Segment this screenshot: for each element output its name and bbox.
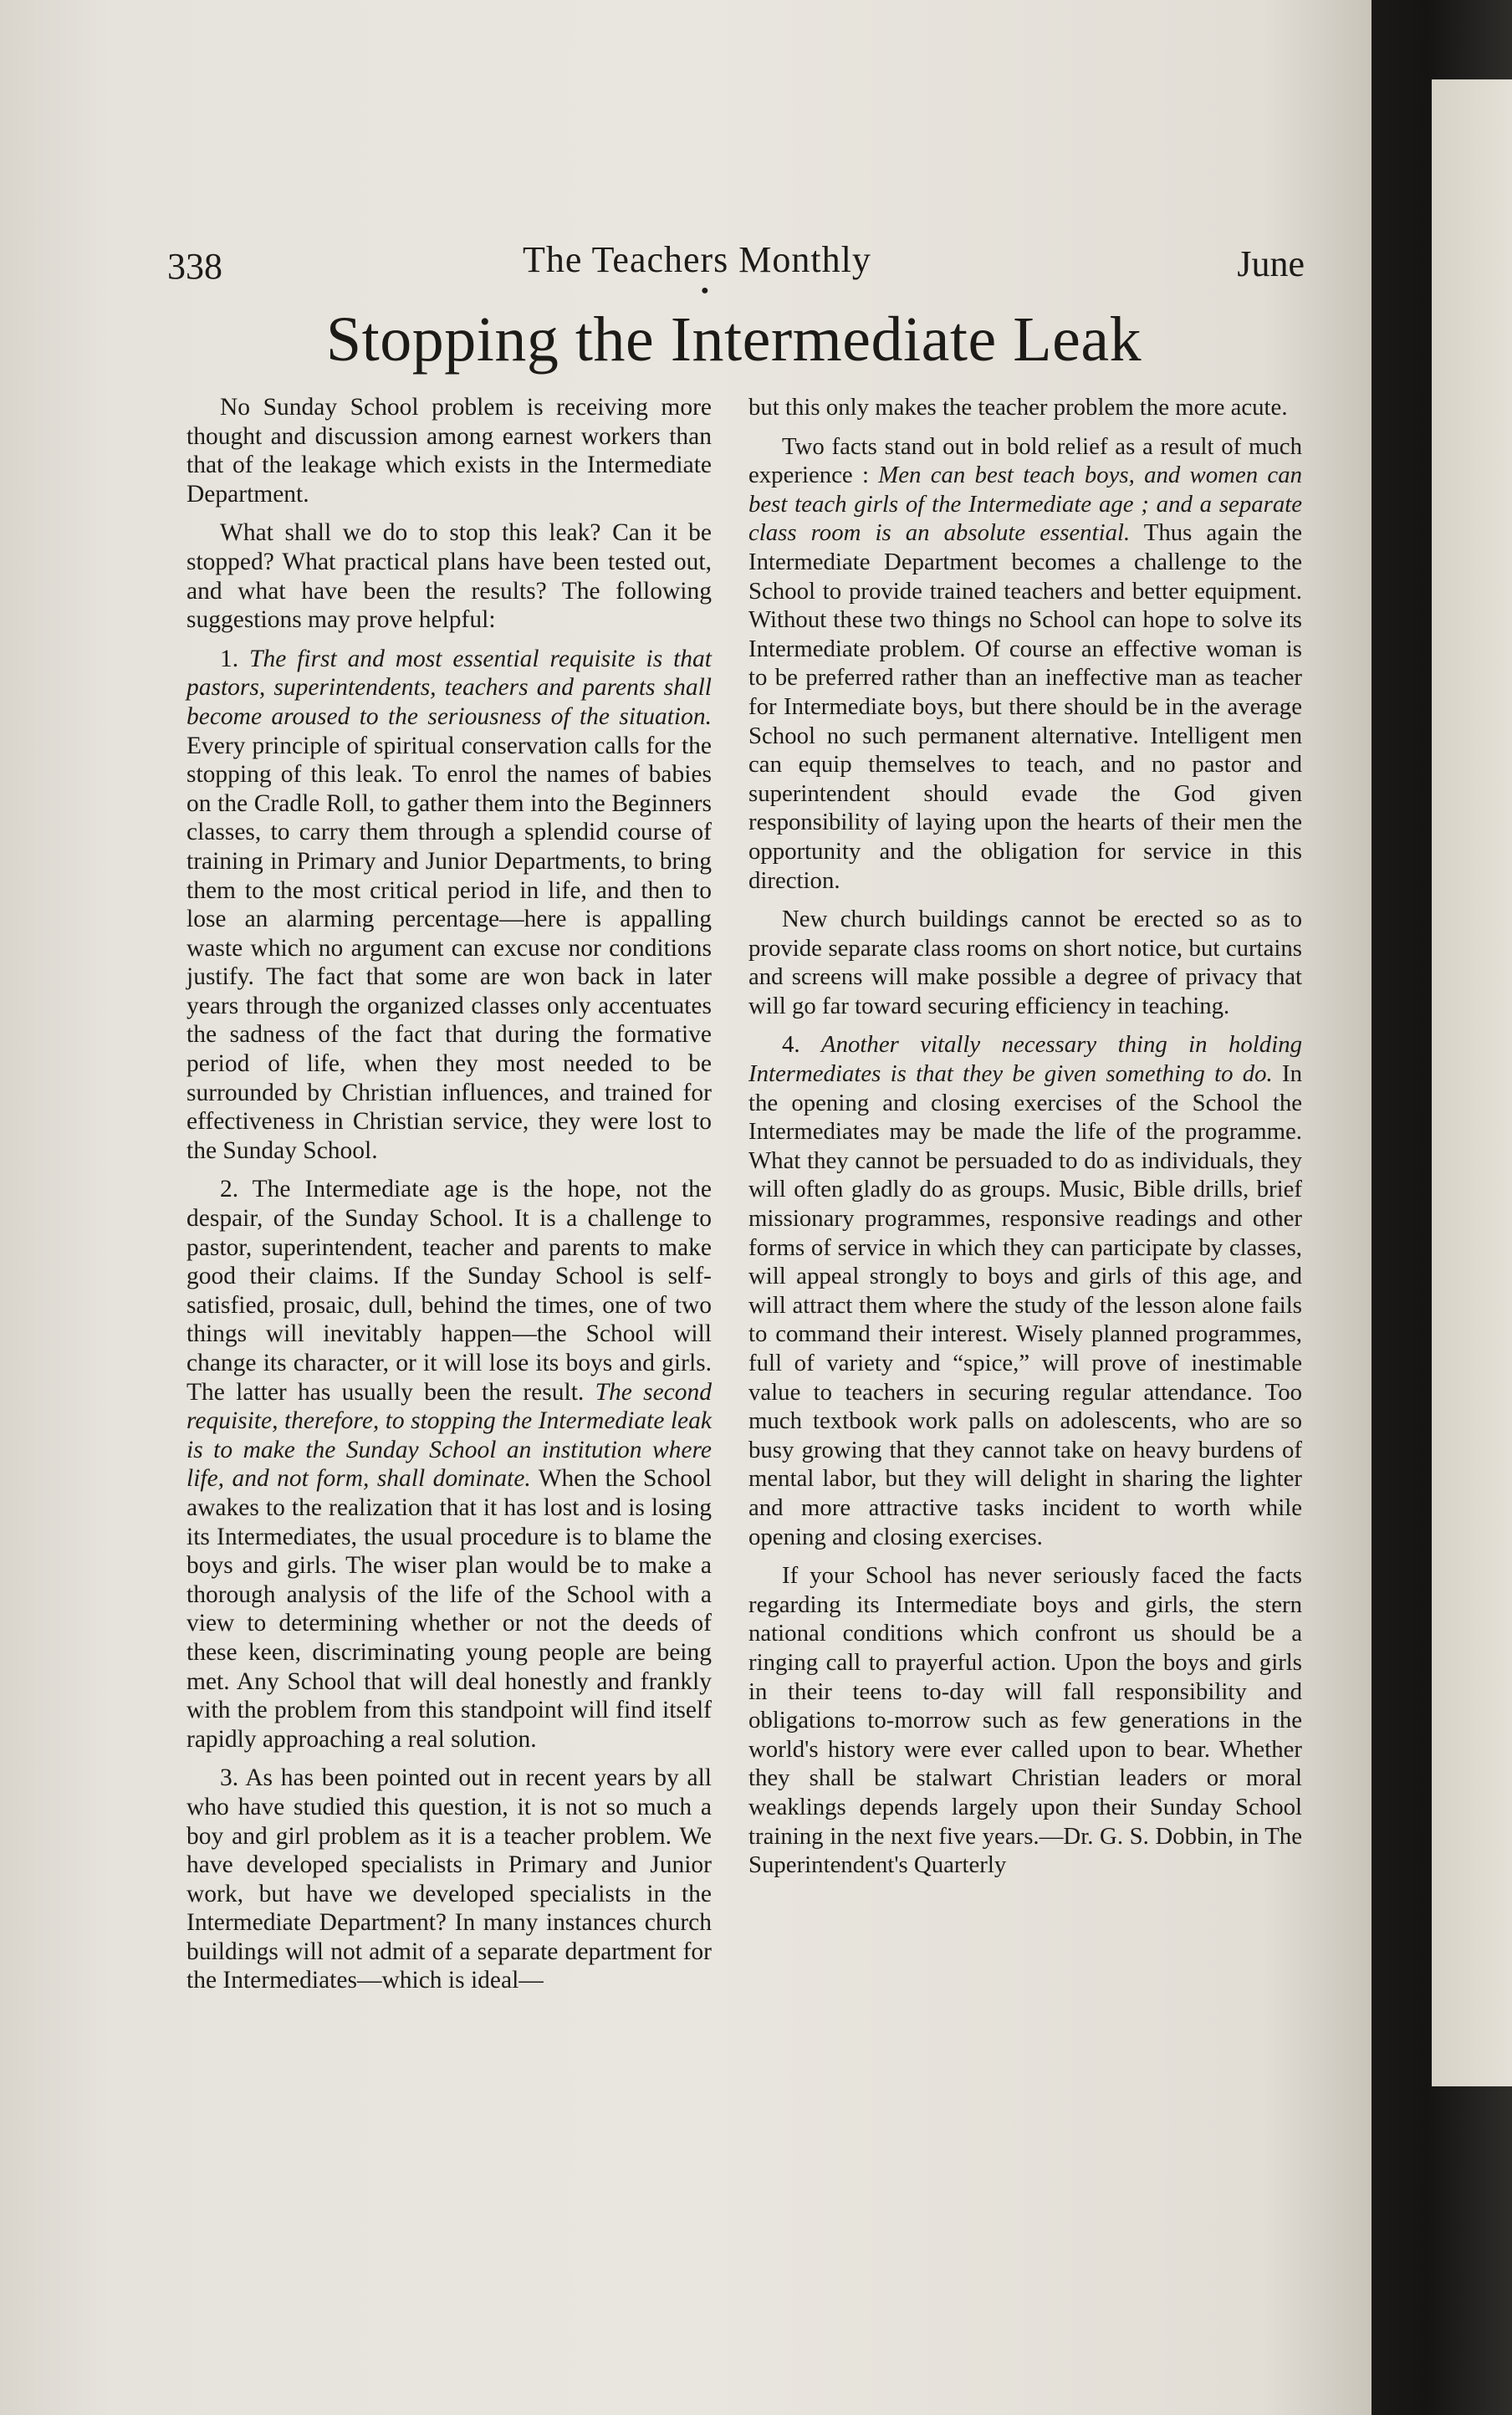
paragraph: [186, 1175, 712, 1754]
ornament-dot: ●: [701, 283, 709, 298]
paragraph-text: 2. The Intermediate age is the hope, not the despair, of the Sunday School. It is a challenge to pastor, superintendent, teacher and parents to make good their claims. If the Sunday School is self-satisfied, prosaic, dull, behind the times, one of two things will inevitably happen—the School will change its character, or it will lose its boys and girls. The latter has usually been the result.: [186, 1176, 712, 1406]
italic-emphasis: The second requisite, therefore, to stopping the Intermediate leak is to make the Sunday School an institution where life, and not form, shall dominate.: [186, 1378, 713, 1493]
paragraph: No Sunday School problem is receiving more thought and discussion among earnest workers than that of the leakage which exists in the Intermediate Department.: [186, 394, 712, 508]
paragraph-text: Every principle of spiritual conservation calls for the stopping of this leak. To enrol the names of babies on the Cradle Roll, to gather them into the Beginners classes, to carry them through a splendid course of training in Primary and Junior Departments, to bring them to the most critical period in life, and then to lose an alarming percentage—here is appalling waste which no argument can excuse nor conditions justify. The fact that some are won back in later years through the organized classes only accentuates the sadness of the fact that during the formative period of life, when they most needed to be surrounded by Christian influences, and trained for effectiveness in Christian service, they were lost to the Sunday School.: [186, 732, 712, 1164]
italic-emphasis: Men can best teach boys, and women can best teach girls of the Intermediate age ; and a separate class room is an absolute essential.: [748, 462, 1302, 547]
left-column: [186, 393, 712, 2005]
issue-month: June: [1237, 243, 1305, 284]
paragraph-continued: but this only makes the teacher problem the more acute.: [748, 394, 1288, 421]
right-column: [748, 393, 1302, 1890]
italic-emphasis: Another vitally necessary thing in holding Intermediates is that they be given something to do.: [748, 1031, 1302, 1088]
italic-emphasis: The first and most essential requisite is that pastors, superintendents, teachers and parents shall become aroused to the seriousness of the situation.: [186, 645, 713, 730]
journal-title: The Teachers Monthly: [523, 239, 871, 280]
adjacent-page-edge: [1432, 79, 1512, 2086]
running-head: [163, 238, 1305, 298]
paragraph-text: When the School awakes to the realization that it has lost and is losing its Intermediates, the usual procedure is to blame the boys and girls. The wiser plan would be to make a thorough analysis of the life of the School with a view to determining whether or not the deeds of these keen, discriminating young people are being met. Any School that will deal honestly and frankly with the problem from this standpoint will find itself rapidly approaching a real solution.: [186, 1465, 712, 1753]
paragraph-text: In the opening and closing exercises of the School the Intermediates may be made the life of the programme. What they cannot be persuaded to do as individuals, they will often gladly do as groups. Music, Bible drills, brief missionary programmes, responsive readings and other forms of service in which they can participate by classes, will appeal strongly to boys and girls of this age, and will attract them where the study of the lesson alone fails to command their interest. Wisely planned programmes, full of variety and “spice,” will prove of inestimable value to teachers in securing regular attendance. Too much textbook work palls on adolescents, who are so busy growing that they cannot take on heavy burdens of mental labor, but they will delight in sharing the lighter and more attractive tasks incident to worth while opening and closing exercises.: [748, 1060, 1302, 1550]
paragraph-number: 4.: [782, 1031, 800, 1059]
paragraph: [186, 645, 712, 1166]
paragraph: 3. As has been pointed out in recent years by all who have studied this question, it is not so much a boy and girl problem as it is a teacher problem. We have developed specialists in Primary and Junior work, but have we developed specialists in the Intermediate Department? In many instances church buildings will not admit of a separate department for the Intermediates—which is ideal—: [186, 1764, 712, 1994]
page-number: 338: [167, 246, 222, 287]
paragraph: What shall we do to stop this leak? Can it be stopped? What practical plans have been tested out, and what have been the results? The following suggestions may prove helpful:: [186, 519, 712, 634]
paragraph: [748, 1030, 1302, 1551]
paragraph: New church buildings cannot be erected so as to provide separate class rooms on short notice, but curtains and screens will make possible a degree of privacy that will go far toward securing efficiency in teaching.: [748, 906, 1302, 1019]
paragraph: If your School has never seriously faced the facts regarding its Intermediate boys and girls, the stern national conditions which confront us should be a ringing call to prayerful action. Upon the boys and girls in their teens to-day will fall responsibility and obligations to-morrow such as few generations in the world's history were ever called upon to bear. Whether they shall be stalwart Christian leaders or moral weaklings depends largely upon their Sunday School training in the next five years.—Dr. G. S. Dobbin, in The Superintendent's Quarterly: [748, 1562, 1302, 1879]
article-title: Stopping the Intermediate Leak: [325, 304, 1142, 375]
paragraph-text: Two facts stand out in bold relief as a result of much experience :: [748, 432, 1302, 489]
paragraph-text: Thus again the Intermediate Department becomes a challenge to the School to provide trained teachers and better equipment. Without these two things no School can hope to solve its Intermediate problem. Of course an effective woman is to be preferred rather than an ineffective man as teacher for Intermediate boys, but there should be in the average School no such permanent alternative. Intelligent men can equip themselves to teach, and no pastor and superintendent should evade the God given responsibility of laying upon the hearts of their men the opportunity and the obligation for service in this direction.: [748, 519, 1302, 894]
paragraph-number: 1.: [220, 645, 239, 672]
page-content: [163, 238, 1305, 2128]
paragraph: [748, 432, 1302, 896]
